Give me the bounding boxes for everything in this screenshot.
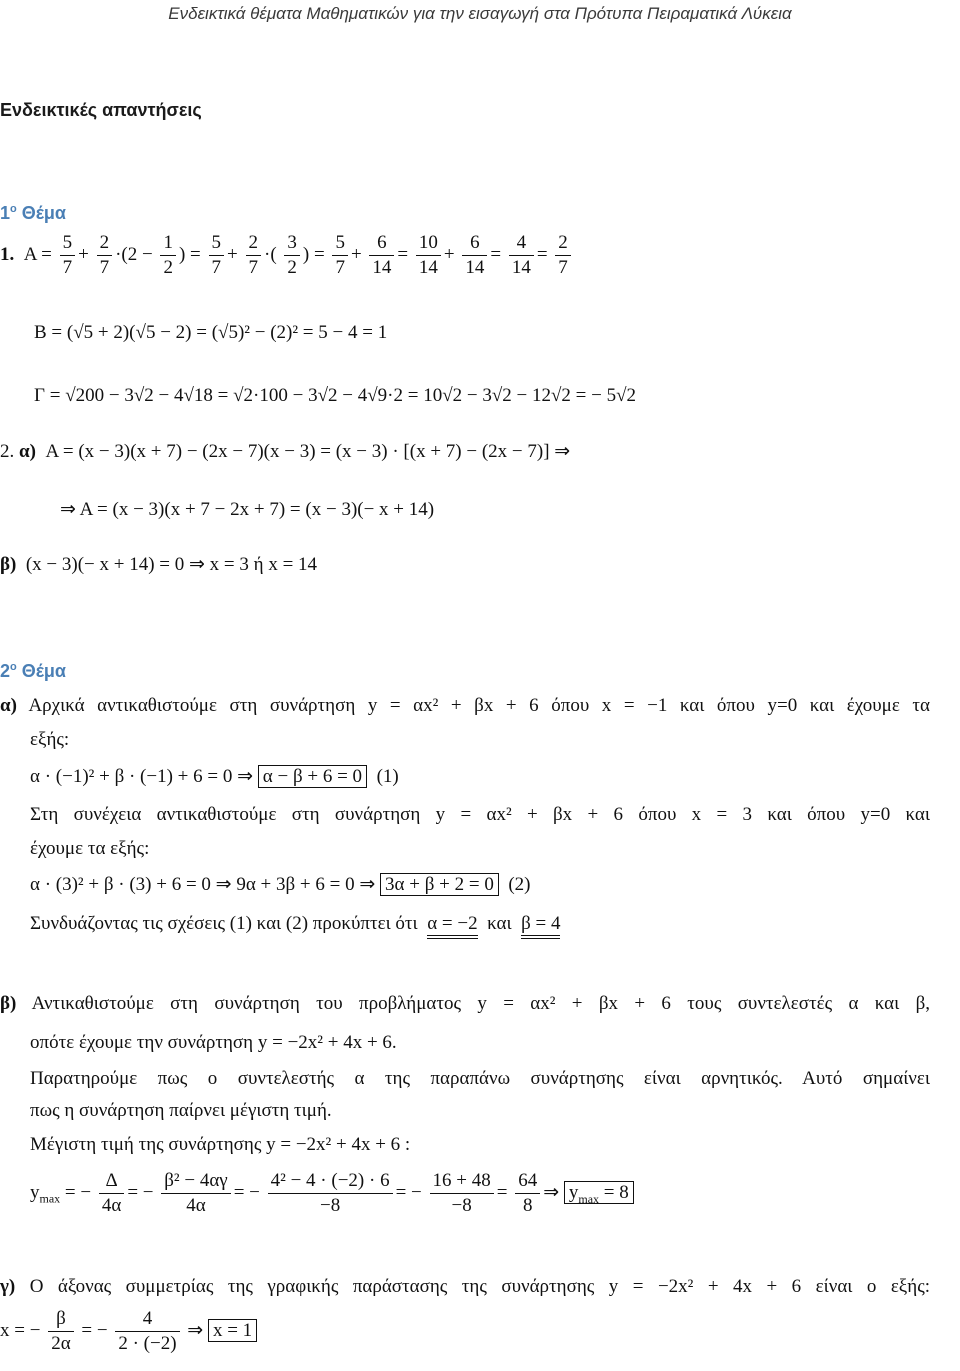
- q2-a-line1: 2. α) A = (x − 3)(x + 7) − (2x − 7)(x − 3) = (x − 3) · [(x + 7) − (2x − 7)] ⇒: [0, 441, 571, 462]
- t2b-paragraph2-cont: πως η συνάρτηση παίρνει μέγιστη τιμή.: [30, 1100, 332, 1121]
- t2b-paragraph3: Μέγιστη τιμή της συνάρτησης y = −2x² + 4x + 6 :: [30, 1134, 411, 1155]
- t2b-paragraph1: β) Αντικαθιστούμε στη συνάρτηση του προβλήματος y = αx² + βx + 6 τους συντελεστές α και β,: [0, 993, 931, 1014]
- q2-b-line: β) (x − 3)(− x + 14) = 0 ⇒ x = 3 ή x = 14: [0, 554, 318, 575]
- ymax-box: $y_{max} = 8$: [564, 1181, 634, 1204]
- equation2-box: 3α + β + 2 = 0: [380, 873, 499, 896]
- t2b-paragraph1-cont: οπότε έχουμε την συνάρτηση y = −2x² + 4x + 6.: [30, 1032, 397, 1053]
- t2a-paragraph1: α) Αρχικά αντικαθιστούμε στη συνάρτηση y = αx² + βx + 6 όπου x = −1 και όπου y=0 και έχουμε τα: [0, 695, 930, 716]
- page-header: Ενδεικτικά θέματα Μαθηματικών για την εισαγωγή στα Πρότυπα Πειραματικά Λύκεια: [168, 4, 792, 23]
- t2a-result: Συνδυάζοντας τις σχέσεις (1) και (2) προκύπτει ότι α = −2 και β = 4: [30, 913, 560, 935]
- t2a-equation2: α · (3)² + β · (3) + 6 = 0 ⇒ 9α + 3β + 6 = 0 ⇒ 3α + β + 2 = 0 (2): [30, 874, 531, 895]
- t2c-axis-derivation: x = − $\frac{\beta}{2\alpha}$ = − $\frac{4}{2 \cdot (-2)}$ ⇒ x = 1: [0, 1308, 257, 1355]
- t2b-ymax-derivation: $y_{max}$ = − $\frac{\Delta}{4\alpha}$ = − $\frac{\text{β² − 4αγ}}{4\alpha}$ = − $\frac{\text{4² − 4 · (−2) · 6}}{-8}$ = − $\frac{16 + 48}{-8}$ = $\frac{64}{8}$ ⇒ $y_{max} = 8$: [30, 1170, 634, 1217]
- q1-B-expression: B = (√5 + 2)(√5 − 2) = (√5)² − (2)² = 5 − 4 = 1: [34, 322, 388, 343]
- theme1-heading: $1^o$ Θέμα: [0, 203, 66, 223]
- q1-Gamma-expression: Γ = √200 − 3√2 − 4√18 = √2·100 − 3√2 − 4√9·2 = 10√2 − 3√2 − 12√2 = − 5√2: [34, 385, 637, 406]
- t2a-paragraph1-cont: εξής:: [30, 729, 70, 750]
- t2a-equation1: α · (−1)² + β · (−1) + 6 = 0 ⇒ α − β + 6 = 0 (1): [30, 766, 399, 787]
- result-alpha: α = −2: [427, 913, 477, 939]
- axis-result-box: x = 1: [208, 1319, 257, 1342]
- q1-A-expression: 1. A = $\frac{5}{7}$ + $\frac{2}{7}$ ·(2 − $\frac{1}{2}$ ) = $\frac{5}{7}$ + $\frac{2}{7}$ ·( $\frac{3}{2}$ ) = $\frac{5}{7}$ + $\frac{6}{14}$ = $\frac{10}{14}$ + $\frac{6}{14}$ = $\frac{4}{14}$ = $\frac{2}{7}$: [0, 232, 574, 279]
- q2-a-line2: ⇒ A = (x − 3)(x + 7 − 2x + 7) = (x − 3)(− x + 14): [60, 499, 435, 520]
- t2b-paragraph2: Παρατηρούμε πως ο συντελεστής α της παραπάνω συνάρτησης είναι αρνητικός. Αυτό σημαίνει: [30, 1068, 930, 1089]
- t2a-paragraph2-cont: έχουμε τα εξής:: [30, 838, 150, 859]
- answers-title: Ενδεικτικές απαντήσεις: [0, 100, 202, 120]
- t2a-paragraph2: Στη συνέχεια αντικαθιστούμε στη συνάρτηση y = αx² + βx + 6 όπου x = 3 και όπου y=0 και: [30, 804, 930, 825]
- theme2-heading: $2^o$ Θέμα: [0, 661, 66, 681]
- t2c-paragraph1: γ) Ο άξονας συμμετρίας της γραφικής παράστασης της συνάρτησης y = −2x² + 4x + 6 είναι ο εξής:: [0, 1276, 931, 1297]
- equation1-box: α − β + 6 = 0: [258, 765, 367, 788]
- result-beta: β = 4: [521, 913, 560, 939]
